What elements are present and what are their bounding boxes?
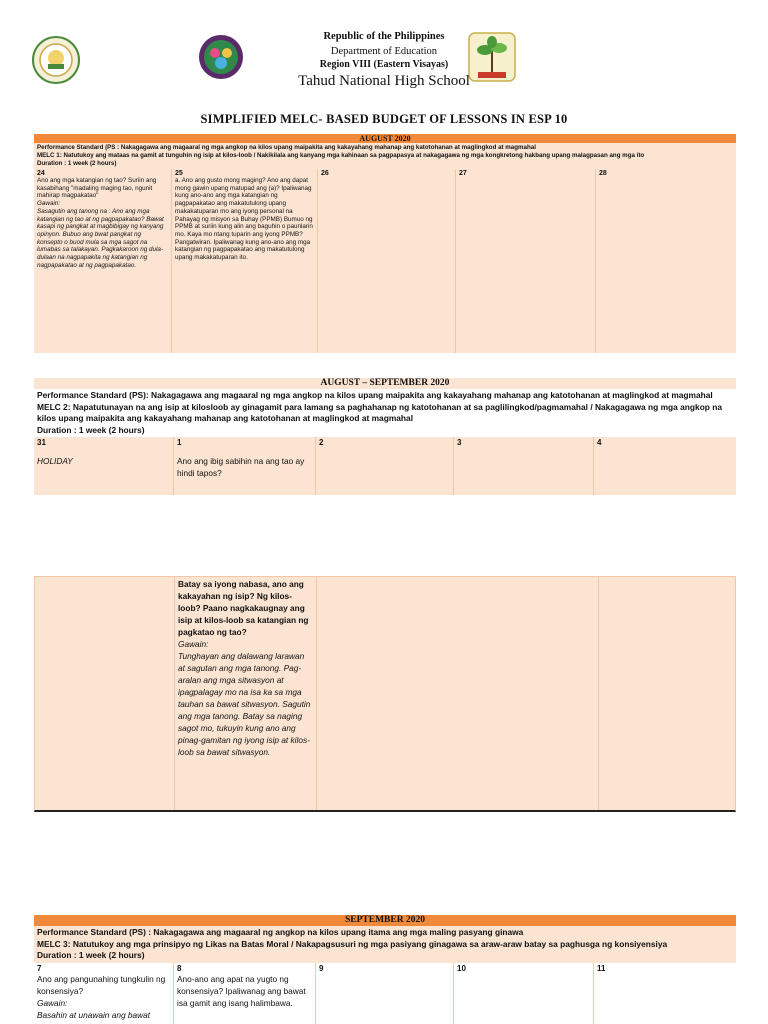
- day-cell-28: [596, 169, 736, 353]
- region-heading: Region VIII (Eastern Visayas): [319, 59, 449, 70]
- holiday-text: HOLIDAY: [37, 456, 73, 466]
- melc-text: MELC 1: Natutukoy ang mataas na gamit at tunguhin ng isip at kilos-loob / Nakikilala ang kanyang mga kahinaan sa pagpapasya at nakagagawa ng mga kongkretong hakbang upang malagpasan ang mga ito: [37, 152, 645, 159]
- day-number: 24: [37, 170, 45, 177]
- melc-text: MELC 3: Natutukoy ang mga prinsipyo ng Likas na Batas Moral / Nakapagsusuri ng mga pasiyang ginagawa sa araw-araw batay sa paghusga ng konsiyensiya: [37, 938, 668, 949]
- month-bar: SEPTEMBER 2020: [34, 915, 736, 926]
- day-number: 4: [597, 438, 602, 447]
- performance-standard: Performance Standard (PS : Nakagagawa ang magaaral ng mga angkop na kilos upang maipakita ang kakayahang mahanap ang katotohanan at maglingkod at magmahal: [37, 144, 536, 151]
- day-cell-24: [34, 169, 172, 353]
- department-heading: Department of Education: [330, 46, 438, 57]
- day-cell-7: [34, 963, 174, 1024]
- activity-text: Basahin at unawain ang bawat: [37, 1009, 151, 1020]
- day-cell-2: [316, 437, 454, 495]
- day-number: 8: [177, 963, 182, 973]
- day-cell-11: [594, 963, 734, 1024]
- days-row: [34, 169, 736, 353]
- day-number: 11: [597, 963, 606, 973]
- cell-text: a. Ano ang gusto mong maging? Ano ang dapat mong gawin upang matupad ang (a)? Ipaliwanag kung ano-ano ang mga katangian ng pagpapakatao ang makatutulong upang makakatuparan mo ang iyong personal na Pahayag ng misyon sa Buhay (PPMB) Bumuo ng PPMB at suriin kung alin ang baguhin o paunlarin mo. Kaya mo ntang tuparin ang iyong PPMB? Pangatwiran. Ipaliwanag kung ano-ano ang mga katangian ng pagpapakatao ang makatutulong upang makakatuparan ito.: [175, 177, 313, 262]
- day-number: 31: [37, 438, 46, 447]
- day-cell-8: [174, 963, 316, 1024]
- question-text: Batay sa iyong nabasa, ano ang kakayahan ng isip? Ng kilos-loob? Paano nagkakaugnay ang isip at kilos-loob sa katangian ng pagkatao ng tao?: [178, 579, 309, 637]
- day-number: 26: [321, 170, 329, 177]
- cell-question: Ano ang ibig sabihin na ang tao ay hindi tapos?: [177, 456, 305, 478]
- info-block: [34, 143, 736, 169]
- august-table: [34, 134, 736, 353]
- day-cell-26: [318, 169, 456, 353]
- day-number: 9: [319, 963, 324, 973]
- empty-cell: [317, 577, 599, 810]
- day-number: 7: [37, 963, 42, 973]
- day-number: 28: [599, 170, 607, 177]
- day-number: 1: [177, 438, 182, 447]
- day-number: 3: [457, 438, 462, 447]
- cell-question: Ano ang mga katangian ng tao? Suriin ang kasabihang "madaling maging tao, ngunit mahirap magpakatao": [37, 177, 157, 200]
- day-cell-4: [594, 437, 734, 495]
- gawain-label: Gawain:: [37, 997, 68, 1008]
- days-row: [34, 437, 736, 495]
- content-cell: [175, 577, 317, 810]
- melc-text: MELC 2: Napatutunayan na ang isip at kilosloob ay ginagamit para lamang sa paghahanap ng katotohanan at sa paglilingkod/pagmamahal / Nakagagawa ng mga angkop na kilos upang maipakita ang kakayahang mahanap ang katotohanan at maglingkod at magmahal: [37, 401, 723, 423]
- gawain-label: Gawain:: [37, 200, 61, 208]
- day-number: 10: [457, 963, 466, 973]
- day-cell-31: [34, 437, 174, 495]
- continuation-row: [35, 577, 735, 810]
- day-cell-27: [456, 169, 596, 353]
- cell-question: Ano-ano ang apat na yugto ng konsensiya? Ipaliwanag ang bawat isa gamit ang isang halimbawa.: [177, 973, 306, 1008]
- school-name: Tahud National High School: [298, 73, 470, 89]
- day-cell-1: [174, 437, 316, 495]
- day-cell-3: [454, 437, 594, 495]
- day-cell-25: [172, 169, 318, 353]
- aug-sep-table: [34, 378, 736, 495]
- performance-standard: Performance Standard (PS) : Nakagagawa ang magaaral ng angkop na kilos upang itama ang mga maling pasyang ginawa: [37, 927, 524, 937]
- activity-text: Sasagutin ang tanong na : Ano ang mga katangian ng tao at ng pagpapakatao? Bawat kasapi ng pangkat at magbibigay ng kanyang opinyon. Bubuo ang bwat pangkat ng konsepto o buod mula sa mga sagot na lumabas sa talakayan. Pagkakaroon ng dula-dulaan na nagpapakita ng katangian ng nagpapakatao at ng pagpapakatao.: [37, 207, 164, 269]
- continuation-table: [34, 576, 736, 812]
- days-row: [34, 963, 736, 1024]
- republic-heading: Republic of the Philippines: [323, 31, 445, 42]
- duration-text: Duration : 1 week (2 hours): [37, 950, 145, 960]
- day-number: 25: [175, 170, 183, 177]
- day-cell-9: [316, 963, 454, 1024]
- document-title: SIMPLIFIED MELC- BASED BUDGET OF LESSONS IN ESP 10: [200, 112, 568, 126]
- day-cell-10: [454, 963, 594, 1024]
- september-table: [34, 915, 736, 1024]
- performance-standard: Performance Standard (PS): Nakagagawa ang magaaral ng mga angkop na kilos upang maipakita ang kakayahang mahanap ang katotohanan at maglingkod at magmahal: [37, 390, 713, 400]
- empty-cell: [35, 577, 175, 810]
- info-block: [34, 926, 736, 963]
- gawain-label: Gawain:: [178, 639, 209, 649]
- duration-text: Duration : 1 week (2 hours): [37, 160, 117, 167]
- duration-text: Duration : 1 week (2 hours): [37, 424, 145, 435]
- empty-cell: [599, 577, 735, 810]
- day-number: 2: [319, 438, 324, 447]
- info-block: [34, 389, 736, 437]
- cell-question: Ano ang pangunahing tungkulin ng konsensiya?: [37, 973, 166, 996]
- month-bar: AUGUST 2020: [34, 134, 736, 143]
- day-number: 27: [459, 170, 467, 177]
- activity-text: Tunghayan ang dalawang larawan at sagutan ang mga tanong. Pag-aralan ang mga sitwasyon at ipagpalagay mo na isa ka sa mga tauhan sa bawat sitwasyon. Sagutin ang mga tanong. Batay sa naging sagot mo, tukuyin kung ano ang pinag-gamitan ng iyong isip at kilos-loob sa bawat sitwasyon.: [178, 651, 311, 757]
- month-bar: AUGUST – SEPTEMBER 2020: [34, 378, 736, 389]
